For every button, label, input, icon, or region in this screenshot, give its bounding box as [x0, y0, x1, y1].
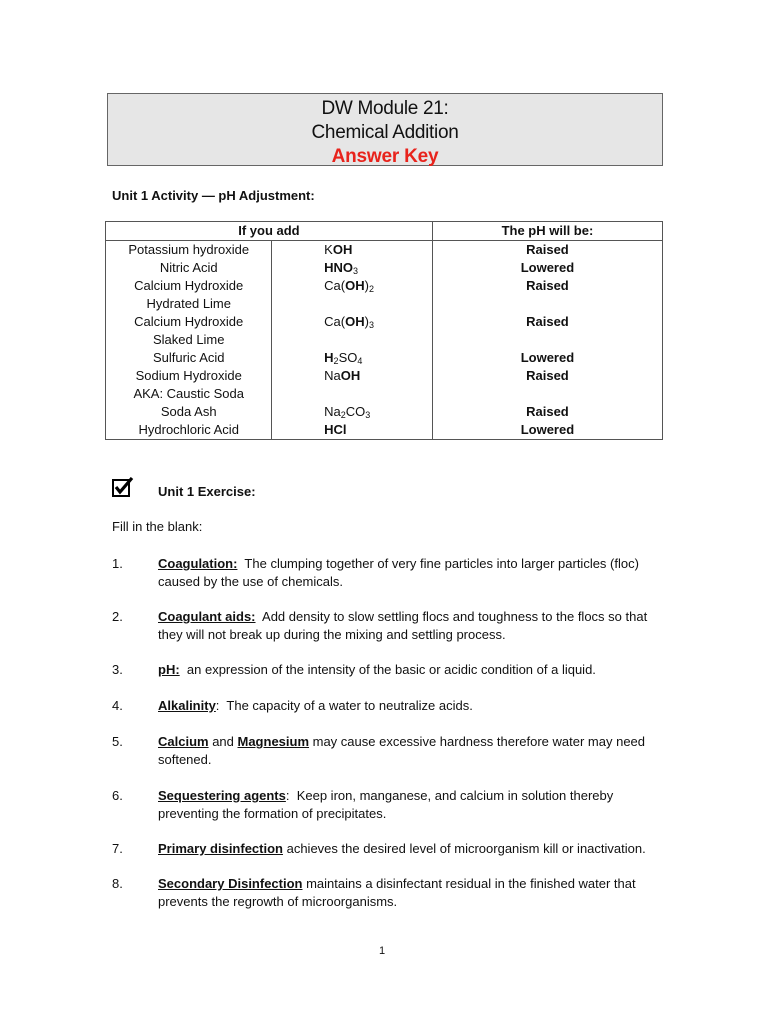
- title-box: [107, 93, 663, 166]
- item-number: 6.: [112, 788, 123, 803]
- formula-text: $Na_2CO_3$: [324, 404, 371, 420]
- chemical-name-line: Calcium Hydroxide: [134, 278, 244, 293]
- formula-text: $HNO_3$: [324, 260, 359, 276]
- table-row: [106, 313, 663, 349]
- chemical-name-line: AKA: Caustic Soda: [133, 386, 244, 401]
- item-number: 7.: [112, 841, 123, 856]
- item-number: 1.: [112, 556, 123, 571]
- term: Calcium: [158, 734, 209, 749]
- header-ph-will-be: The pH will be:: [432, 222, 662, 241]
- term: Alkalinity: [158, 698, 216, 713]
- chemical-formula: [272, 403, 432, 421]
- checked-box-icon: [112, 477, 134, 497]
- term: pH:: [158, 662, 180, 677]
- chemical-name-line: Calcium Hydroxide: [134, 314, 244, 329]
- table-row: [106, 367, 663, 403]
- formula-text: KOH: [324, 242, 353, 257]
- item-text: [158, 608, 658, 644]
- chemical-name: [106, 349, 272, 367]
- formula-text: NaOH: [324, 368, 361, 383]
- unit-activity-heading: Unit 1 Activity — pH Adjustment:: [112, 188, 315, 203]
- table-row: [106, 421, 663, 440]
- ph-result: Raised: [432, 367, 662, 403]
- chemical-name: [106, 259, 272, 277]
- chemical-name-line: Hydrated Lime: [146, 296, 231, 311]
- table-header-row: [106, 222, 663, 241]
- item-text: [158, 840, 658, 858]
- chemical-name-line: Potassium hydroxide: [128, 242, 250, 257]
- exercise-heading: Unit 1 Exercise:: [158, 484, 256, 499]
- formula-text: HCl: [324, 422, 347, 437]
- ph-result: Raised: [432, 241, 662, 260]
- chemical-name: [106, 277, 272, 313]
- exercise-intro: Fill in the blank:: [112, 519, 203, 534]
- table-body: [106, 241, 663, 440]
- chemical-name: [106, 403, 272, 421]
- item-text: [158, 661, 658, 679]
- table-row: [106, 403, 663, 421]
- chemical-formula: [272, 241, 432, 260]
- ph-result: Lowered: [432, 421, 662, 440]
- module-subtitle: Chemical Addition: [311, 122, 459, 143]
- term: Secondary Disinfection: [158, 876, 303, 891]
- term: Sequestering agents: [158, 788, 286, 803]
- formula-text: $H_2SO_4$: [324, 350, 363, 366]
- chemical-name-line: Nitric Acid: [159, 260, 218, 275]
- chemical-formula: [272, 277, 432, 313]
- item-text: [158, 875, 658, 911]
- item-text: [158, 697, 658, 715]
- ph-result: Raised: [432, 313, 662, 349]
- item-text: [158, 787, 658, 823]
- chemical-name: [106, 313, 272, 349]
- chemical-name-line: Sulfuric Acid: [152, 350, 225, 365]
- definition: achieves the desired level of microorganism kill or inactivation.: [282, 841, 646, 856]
- item-number: 5.: [112, 734, 123, 749]
- chemical-formula: [272, 349, 432, 367]
- table-row: [106, 277, 663, 313]
- definition: and: [208, 734, 238, 749]
- definition: : The capacity of a water to neutralize acids.: [215, 698, 473, 713]
- formula-text: $Ca(OH)_3$: [324, 314, 374, 330]
- definition: maintains a disinfectant residual in the finished water that prevents the regrowth of microorganisms.: [158, 876, 640, 909]
- ph-result: Lowered: [432, 259, 662, 277]
- chemical-formula: [272, 367, 432, 403]
- item-text: [158, 733, 658, 769]
- chemical-formula: [272, 421, 432, 440]
- definition: Add density to slow settling flocs and toughness to the flocs so that they will not break up during the mixing and settling process.: [158, 609, 651, 642]
- definition: may cause excessive hardness therefore water may need softened.: [158, 734, 649, 767]
- page-number: 1: [379, 945, 386, 957]
- answer-key-label: Answer Key: [331, 146, 439, 167]
- item-number: 3.: [112, 662, 123, 677]
- definition: : Keep iron, manganese, and calcium in solution thereby preventing the formation of precipitates.: [158, 788, 617, 821]
- term: Magnesium: [237, 734, 310, 749]
- ph-result: Lowered: [432, 349, 662, 367]
- table-row: [106, 259, 663, 277]
- chemical-name-line: Soda Ash: [160, 404, 217, 419]
- chemical-name-line: Hydrochloric Acid: [138, 422, 239, 437]
- chemical-name: [106, 367, 272, 403]
- chemical-formula: [272, 259, 432, 277]
- term: Primary disinfection: [158, 841, 283, 856]
- ph-adjustment-table: [105, 221, 663, 440]
- item-number: 2.: [112, 609, 123, 624]
- term: Coagulation:: [158, 556, 238, 571]
- ph-result: Raised: [432, 277, 662, 313]
- table-row: [106, 349, 663, 367]
- module-title: DW Module 21:: [321, 98, 449, 119]
- definition: The clumping together of very fine particles into larger particles (floc) caused by the use of chemicals.: [158, 556, 643, 589]
- chemical-formula: [272, 313, 432, 349]
- item-text: [158, 555, 658, 591]
- item-number: 8.: [112, 876, 123, 891]
- definition: an expression of the intensity of the basic or acidic condition of a liquid.: [179, 662, 596, 677]
- term: Coagulant aids:: [158, 609, 256, 624]
- item-number: 4.: [112, 698, 123, 713]
- chemical-name-line: Sodium Hydroxide: [135, 368, 242, 383]
- chemical-name-line: Slaked Lime: [152, 332, 225, 347]
- chemical-name: [106, 241, 272, 260]
- formula-text: $Ca(OH)_2$: [324, 278, 374, 294]
- header-if-you-add: If you add: [106, 222, 433, 241]
- chemical-name: [106, 421, 272, 440]
- ph-result: Raised: [432, 403, 662, 421]
- table-row: [106, 241, 663, 260]
